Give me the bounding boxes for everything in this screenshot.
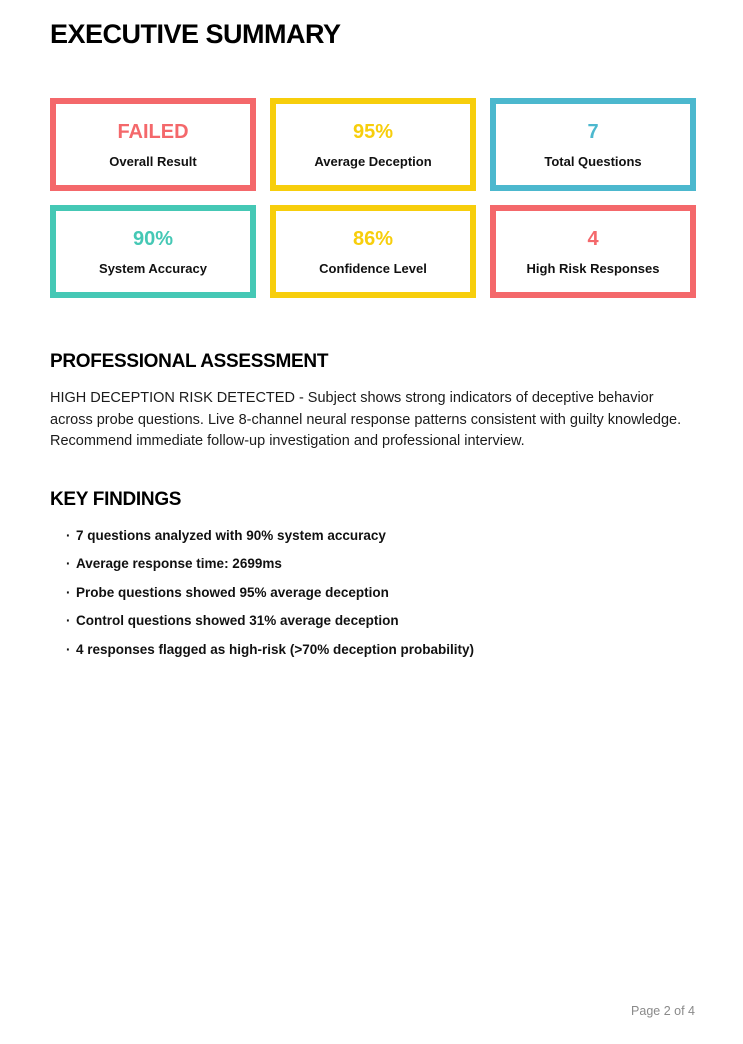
stat-value: FAILED bbox=[117, 120, 189, 143]
assessment-body-text: HIGH DECEPTION RISK DETECTED - Subject shows strong indicators of deceptive behavior across probe questions. Live 8-channel neural response patterns consistent with guilty knowledge. Recommend immediate follow-up investigation and professional interview. bbox=[50, 390, 682, 449]
stat-value: 95% bbox=[352, 120, 394, 143]
finding-item: · 7 questions analyzed with 90% system accuracy bbox=[66, 528, 696, 544]
stat-label: High Risk Responses bbox=[526, 260, 660, 276]
stat-label: Confidence Level bbox=[319, 260, 427, 276]
stat-label: Average Deception bbox=[314, 153, 432, 169]
stat-card-average-deception bbox=[270, 98, 476, 191]
stat-value: 90% bbox=[132, 227, 174, 250]
stat-label: Total Questions bbox=[544, 153, 642, 169]
stat-card-confidence-level bbox=[270, 205, 476, 298]
stat-value: 7 bbox=[587, 120, 599, 143]
stat-label: System Accuracy bbox=[99, 260, 207, 276]
page-number: Page 2 of 4 bbox=[631, 1004, 695, 1018]
stat-value: 4 bbox=[587, 227, 599, 250]
assessment-heading: PROFESSIONAL ASSESSMENT bbox=[50, 351, 329, 372]
finding-item: · Control questions showed 31% average deception bbox=[66, 613, 696, 629]
page-title: EXECUTIVE SUMMARY bbox=[50, 19, 341, 49]
stat-label: Overall Result bbox=[109, 153, 197, 169]
finding-item: · Average response time: 2699ms bbox=[66, 556, 696, 572]
finding-item: · 4 responses flagged as high-risk (>70% deception probability) bbox=[66, 642, 696, 658]
stat-card-high-risk-responses bbox=[490, 205, 696, 298]
stat-card-overall-result bbox=[50, 98, 256, 191]
summary-stats-grid bbox=[50, 98, 696, 298]
key-findings-heading: KEY FINDINGS bbox=[50, 488, 182, 510]
finding-item: · Probe questions showed 95% average deception bbox=[66, 585, 696, 601]
stat-card-total-questions bbox=[490, 98, 696, 191]
stat-value: 86% bbox=[352, 227, 394, 250]
stat-card-system-accuracy bbox=[50, 205, 256, 298]
key-findings-list bbox=[50, 528, 696, 658]
